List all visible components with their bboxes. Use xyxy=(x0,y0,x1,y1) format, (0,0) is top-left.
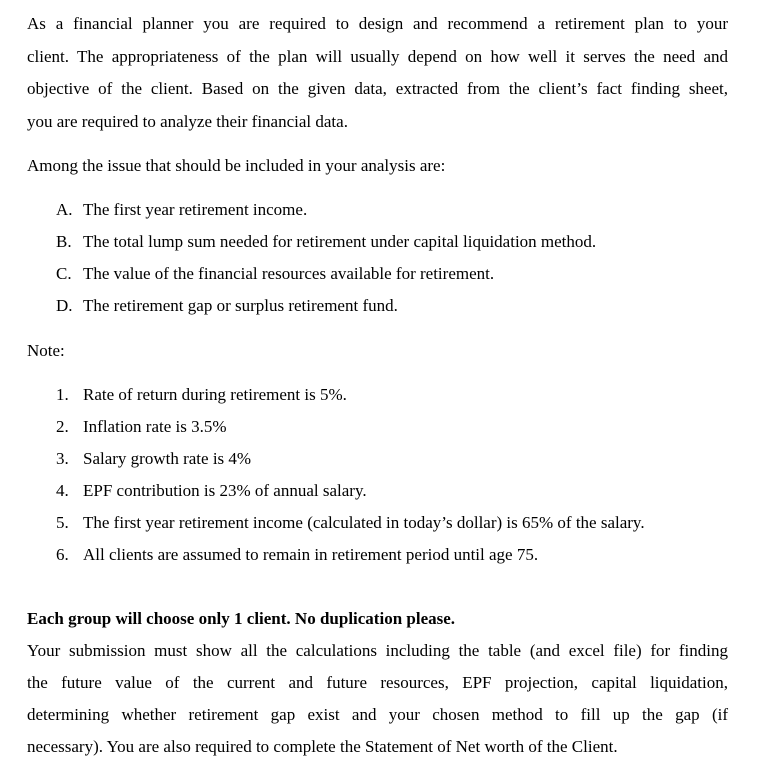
issues-heading: Among the issue that should be included in your analysis are: xyxy=(27,156,446,175)
note-heading: Note: xyxy=(27,341,65,360)
issue-marker: C. xyxy=(56,264,72,283)
note-text: EPF contribution is 23% of annual salary. xyxy=(83,481,367,500)
intro-line-1: As a financial planner you are required to design and recommend a retirement plan to your xyxy=(27,14,728,33)
instructions-line-1: Your submission must show all the calculations including the table (and excel file) for finding xyxy=(27,641,728,660)
issue-marker: D. xyxy=(56,296,73,315)
note-text: The first year retirement income (calculated in today’s dollar) is 65% of the salary. xyxy=(83,513,645,532)
intro-line-4: you are required to analyze their financial data. xyxy=(27,112,348,131)
issue-text: The total lump sum needed for retirement under capital liquidation method. xyxy=(83,232,597,251)
note-text: Salary growth rate is 4% xyxy=(83,449,252,468)
issue-marker: A. xyxy=(56,200,73,219)
note-text: Inflation rate is 3.5% xyxy=(83,417,227,436)
note-marker: 5. xyxy=(56,513,69,532)
note-text: All clients are assumed to remain in retirement period until age 75. xyxy=(83,545,539,564)
note-marker: 3. xyxy=(56,449,69,468)
instructions-line-2: the future value of the current and future resources, EPF projection, capital liquidation, xyxy=(27,673,728,692)
issue-marker: B. xyxy=(56,232,72,251)
instructions-line-4: necessary). You are also required to complete the Statement of Net worth of the Client. xyxy=(27,737,618,756)
note-text: Rate of return during retirement is 5%. xyxy=(83,385,347,404)
issue-text: The value of the financial resources available for retirement. xyxy=(83,264,495,283)
instructions-line-3: determining whether retirement gap exist and your chosen method to fill up the gap (if xyxy=(27,705,728,724)
note-marker: 4. xyxy=(56,481,69,500)
issue-text: The first year retirement income. xyxy=(83,200,308,219)
intro-line-2: client. The appropriateness of the plan will usually depend on how well it serves the need and xyxy=(27,47,728,66)
note-marker: 2. xyxy=(56,417,69,436)
intro-line-3: objective of the client. Based on the given data, extracted from the client’s fact finding sheet, xyxy=(27,79,728,98)
note-marker: 6. xyxy=(56,545,69,564)
note-marker: 1. xyxy=(56,385,69,404)
instructions-bold-line: Each group will choose only 1 client. No duplication please. xyxy=(27,609,456,628)
issue-text: The retirement gap or surplus retirement fund. xyxy=(83,296,398,315)
